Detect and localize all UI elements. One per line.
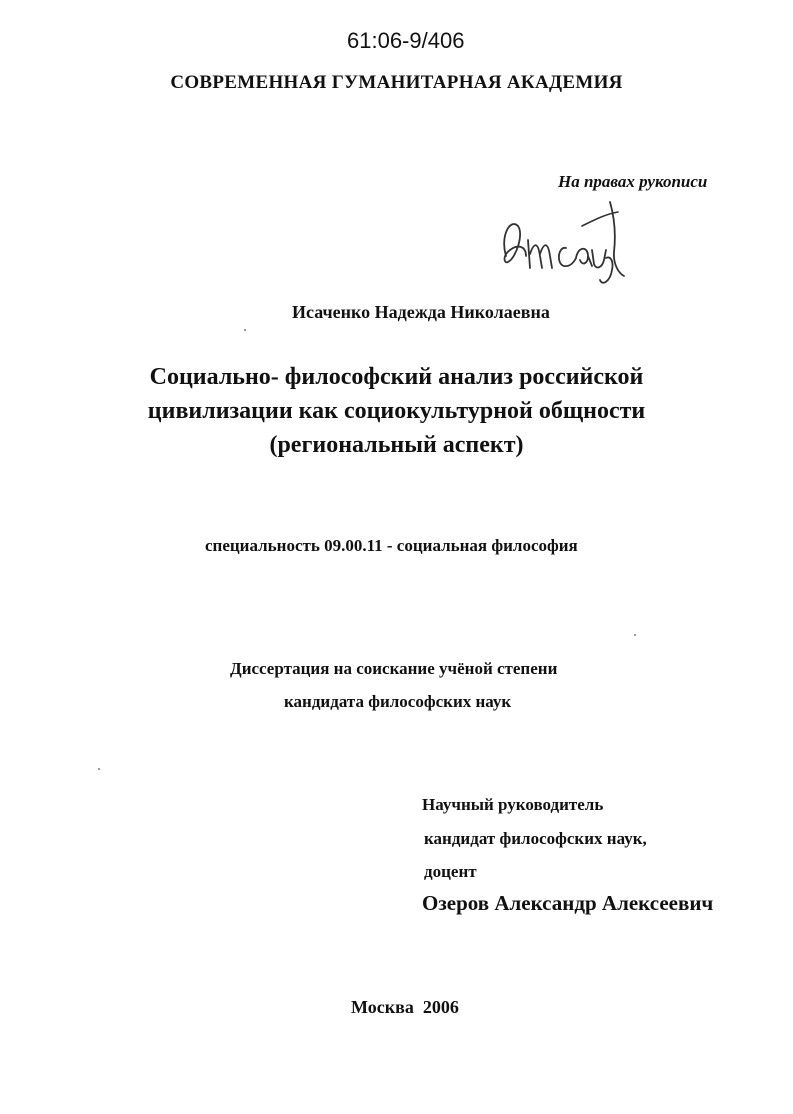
supervisor-title: доцент — [424, 862, 477, 881]
rights-note: На правах рукописи — [558, 172, 708, 191]
dissertation-title-line2: цивилизации как социокультурной общности — [147, 398, 646, 424]
author-name: Исаченко Надежда Николаевна — [292, 302, 550, 322]
signature-icon — [496, 196, 631, 288]
specialty: специальность 09.00.11 - социальная философия — [205, 536, 578, 555]
dissertation-title-line1: Социально- философский анализ российской — [149, 364, 644, 390]
degree-line1: Диссертация на соискание учёной степени — [230, 659, 558, 678]
supervisor-rank: кандидат философских наук, — [424, 829, 647, 848]
stamp-code: 61:06-9/406 — [347, 28, 465, 53]
scan-speck — [244, 329, 246, 331]
dissertation-title-line3: (региональный аспект) — [269, 432, 524, 458]
degree-line2: кандидата философских наук — [284, 692, 512, 711]
supervisor-role: Научный руководитель — [422, 795, 604, 814]
scan-speck — [98, 768, 100, 770]
city-year: Москва 2006 — [351, 997, 459, 1017]
scan-speck — [634, 634, 636, 636]
supervisor-name: Озеров Александр Алексеевич — [422, 891, 714, 915]
institution-name: СОВРЕМЕННАЯ ГУМАНИТАРНАЯ АКАДЕМИЯ — [170, 72, 623, 93]
